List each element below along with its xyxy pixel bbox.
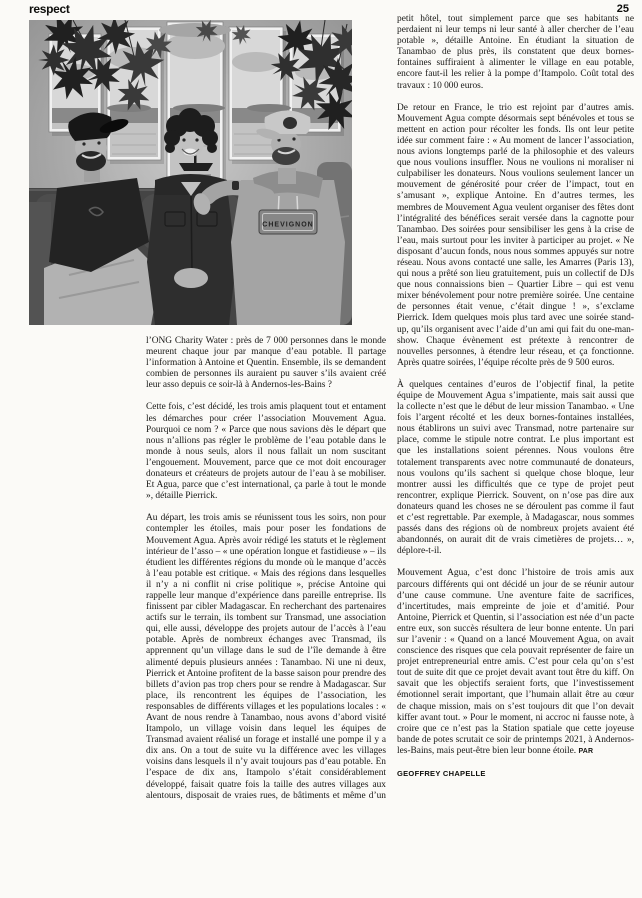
article-paragraph: Au départ, les trois amis se réunissent tous les soirs, non pour contempler les étoiles, mais pour poser les fondations de Mouvement Agua. Après avoir rédigé les statuts et le règlement intérieur de l’asso – « une opération longue et fastidieuse » – ils étudient les différentes régions du monde où le manque d’accès à l’eau potable est critique. « Mais des régions dans lesquelles il n’y a ni conflit ni crise politique », précise Antoine qui rappelle leur manque d’expérience dans pareille entreprise. Ils finissent par cibler Madagascar. En recherchant des partenaires actifs sur le terrain, ils tombent sur Transmad, une association qui, elle aussi, développe des projets autour de l’accès à l’eau potable. Après de nombreux échanges avec Transmad, ils apprennent qu’un village dans le sud de l’île demande à être alimenté depuis plusieurs années : Tanambao. Ni une ni deux, Pierrick et Antoine profitent de la basse saison pour prendre des billets d’avion pas trop chers pour se rendre à Madagascar. Sur place, ils rencontrent les équipes de l’association, les responsables de différents villages et les populations locales : « Avant de nous rendre à Tanambao, nous avons d’abord visité Itampolo, un village voisin dans lequel les équipes de Transmad avaient réalisé un forage et installé une pompe il y a dix ans. On a tout de suite vu la différence avec les villages voisins dans lesquels il n’y avait toujours pas d’eau potable. En l’espace de dix ans, Itampolo s’était considérablement développé, faisait quatre fois la taille des autres villages aux alentours, disposait de vraies rues, de bâtiments et même d’un <box>146 513 386 801</box>
article-photo <box>29 20 352 325</box>
page-number: 25 <box>616 3 629 15</box>
byline-prefix: PAR <box>578 747 594 755</box>
section-label: respect <box>29 2 70 16</box>
photo-illustration <box>29 20 352 325</box>
article-paragraph: l’ONG Charity Water : près de 7 000 personnes dans le monde meurent chaque jour par manque d’eau potable. Il partage l’information à Antoine et Quentin. Ensemble, ils se demandent combien de personnes ils auraient pu sauver s’ils avaient créé leur asso depuis ce soir-là à Andernos-les-Bains ? <box>146 336 386 391</box>
article-paragraph: De retour en France, le trio est rejoint par d’autres amis. Mouvement Agua compte désormais sept bénévoles et tous se mettent en action pour récolter les fonds. Ils ont leur petite idée sur comment faire : « Au moment de lancer l’association, nous avions longtemps parlé de la philosophie et des valeurs que nous voulions insuffler. Nous ne voulions ni moraliser ni culpabiliser les donateurs. Nous voulions seulement lancer un mouvement de générosité pour créer de l’impact, tout en s’amusant », explique Antoine. En d’autres termes, les membres de Mouvement Agua veulent organiser des fêtes dont l’intégralité des bénéfices serait versée dans la cagnotte pour Tanambao. Des soirées pour sensibiliser les gens à la crise de l’eau, mais surtout pour les inviter à participer au projet. « Ne disposant d’aucun fonds, nous nous sommes appuyés sur notre réseau. Nous avons contacté une salle, les Amarres (Paris 13), qui nous a prêté son lieu gratuitement, puis un collectif de DJs que nous connaissions bien – Quartier Libre – qui est venu mixer bénévolement pour notre première soirée. Une centaine de personnes était venue, c’était dingue ! », s’exclame Pierrick. Idem quelques mois plus tard avec une soirée stand-up, qu’ils organisent avec l’aide d’un ami qui fait du one-man-show. Chaque évènement est prétexte à rencontrer de nouvelles personnes, à étendre leur réseau, et ça fonctionne. Après quatre soirées, l’équipe récolte près de 9 500 euros. <box>397 102 634 368</box>
article-paragraph: À quelques centaines d’euros de l’objectif final, la petite équipe de Mouvement Agua s’impatiente, mais sait aussi que la collecte n’est que le début de leur mission Tanambao. « Une fois l’argent récolté et les deux bornes-fontaines installées, nous établirons un suivi avec Transmad, notre partenaire sur place, comme le stipule notre contrat. Le plus important est que les installations soient pérennes. Nous voulons être totalement transparents avec notre communauté de donateurs, nous voulons qu’ils sachent si quelque chose bloque, leur montrer aussi les difficultés que ce type de projet peut rencontrer, explique Pierrick. Souvent, on n’ose pas dire aux donateurs quand les choses ne se déroulent pas comme il faut et c’est regrettable. Par exemple, à Madagascar, nous sommes passés dans des régions où de nombreux projets avaient été abandonnés, on aurait dit de vrais cimetières de projets… », déplore-t-il. <box>397 379 634 557</box>
paragraph-text: Mouvement Agua, c’est donc l’histoire de trois amis aux parcours différents qui ont décidé un jour de se réunir autour d’une cause commune. Une aventure faite de sacrifices, d’incertitudes, mais empreinte de joie et d’amitié. Pour Antoine, Pierrick et Quentin, si l’association est née d’un pacte entre eux, son succès résultera de leur bonne entente. Un pari sur l’avenir : « Quand on a lancé Mouvement Agua, on avait conscience des risques que cela pouvait représenter de faire un projet entrepreneurial entre amis. C’est pour cela qu’on s’est tout de suite dit que ce projet devait avant tout être du kiff. On savait que les objectifs seraient forts, que l’investissement émotionnel serait important, que l’humain allait être au cœur de chaque mission, mais on s’est toujours dit que l’on devait kiffer avant tout. » Pour le moment, ni accroc ni fausse note, à croire que ce n’est pas la Station spatiale que cette joyeuse bande de potes scrutait ce soir de printemps 2021, à Andernos-les-Bains, mais peut-être bien leur bonne étoile. <box>397 568 634 756</box>
article-column-middle <box>146 336 386 802</box>
byline-author: GEOFFREY CHAPELLE <box>397 769 486 778</box>
article-paragraph <box>397 568 634 757</box>
hoodie-text: CHEVIGNON <box>262 221 314 229</box>
article-paragraph: Cette fois, c’est décidé, les trois amis plaquent tout et entament les démarches pour créer l’association Mouvement Agua. Pourquoi ce nom ? « Parce que nous savions dès le départ que nous n’allions pas régler le problème de l’eau potable dans le monde à nous seuls, alors il nous fallait un nom suscitant l’engouement. Mouvement, parce que ce mot doit encourager donateurs et créateurs de projets autour de l’eau à se mobiliser. Et Agua, parce que c’est international, ça parle à tout le monde », détaille Pierrick. <box>146 402 386 502</box>
article-column-right <box>397 14 634 779</box>
article-paragraph: petit hôtel, tout simplement parce que ses habitants ne perdaient ni leur temps ni leur santé à aller chercher de l’eau potable », détaille Antoine. En étudiant la situation de Tanambao de plus près, ils constatent que deux bornes-fontaines suffiraient à alimenter le village en eau potable, encore faut-il les relier à la pompe d’Itampolo. Coût total des travaux : 10 000 euros. <box>397 14 634 91</box>
